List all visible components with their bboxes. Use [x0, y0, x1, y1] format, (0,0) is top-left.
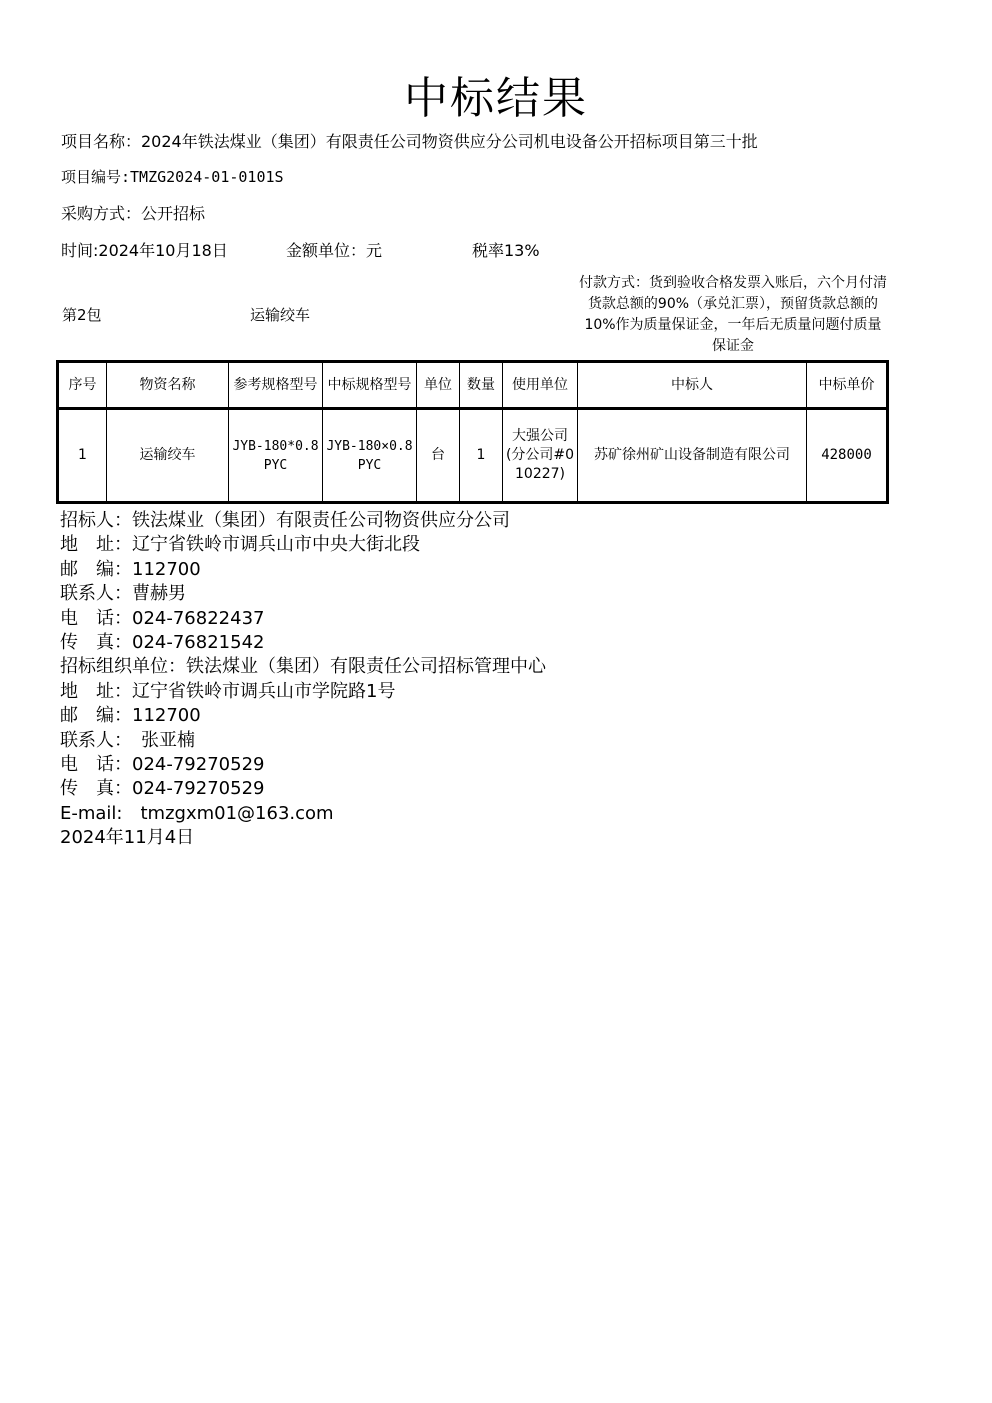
header-cell: 序号 [58, 362, 107, 409]
agency-fax: 传 真：024-79270529 [60, 778, 265, 800]
package-number: 第2包 [62, 306, 102, 324]
procurement-method: 采购方式：公开招标 [61, 204, 206, 223]
project-number: 项目编号:TMZG2024-01-0101S [61, 168, 284, 186]
tenderer-phone: 电 话：024-76822437 [60, 607, 265, 629]
unit-price: 428000 [807, 409, 888, 503]
header-cell: 中标单价 [807, 362, 888, 409]
unit: 台 [417, 409, 460, 503]
payment-terms: 付款方式：货到验收合格发票入账后，六个月付清货款总额的90%（承兑汇票），预留货款总额的10%作为质量保证金，一年后无质量问题付质量保证金 [579, 275, 887, 354]
table-header-row [58, 362, 888, 409]
header-cell: 数量 [460, 362, 503, 409]
contact-block [60, 509, 546, 851]
tax-rate: 税率13% [472, 241, 540, 260]
header-cell: 物资名称 [107, 362, 229, 409]
currency-unit: 金额单位：元 [286, 241, 383, 260]
agency-email[interactable]: E-mail: tmzgxm01@163.com [60, 802, 334, 824]
project-name: 项目名称：2024年铁法煤业（集团）有限责任公司物资供应分公司机电设备公开招标项目第三十批 [61, 132, 758, 151]
header-cell: 参考规格型号 [229, 362, 323, 409]
issue-date: 2024年11月4日 [60, 827, 195, 849]
tenderer-contact: 联系人：曹赫男 [60, 583, 186, 605]
agency: 招标组织单位：铁法煤业（集团）有限责任公司招标管理中心 [60, 656, 546, 678]
row-index: 1 [58, 409, 107, 503]
tenderer-fax: 传 真：024-76821542 [60, 632, 265, 654]
package-item: 运输绞车 [250, 306, 311, 324]
agency-contact: 联系人： 张亚楠 [60, 729, 195, 751]
quantity: 1 [460, 409, 503, 503]
header-cell: 中标规格型号 [323, 362, 417, 409]
date-text: 时间:2024年10月18日 [61, 241, 228, 260]
tenderer: 招标人：铁法煤业（集团）有限责任公司物资供应分公司 [60, 510, 510, 531]
item-name: 运输绞车 [107, 409, 229, 503]
user-unit: 大强公司(分公司#010227) [503, 409, 578, 503]
agency-postcode: 邮 编：112700 [60, 705, 201, 727]
tenderer-postcode: 邮 编：112700 [60, 558, 201, 580]
agency-address: 地 址：辽宁省铁岭市调兵山市学院路1号 [60, 680, 396, 702]
page-title: 中标结果 [404, 73, 588, 124]
table-row [58, 409, 888, 503]
result-table [56, 360, 889, 504]
tenderer-address: 地 址：辽宁省铁岭市调兵山市中央大街北段 [60, 534, 420, 556]
header-cell: 中标人 [578, 362, 807, 409]
reference-spec: JYB-180*0.8PYC [229, 409, 323, 503]
winning-spec: JYB-180×0.8PYC [323, 409, 417, 503]
winning-bidder: 苏矿徐州矿山设备制造有限公司 [578, 409, 807, 503]
header-cell: 单位 [417, 362, 460, 409]
agency-phone: 电 话：024-79270529 [60, 754, 265, 776]
header-cell: 使用单位 [503, 362, 578, 409]
